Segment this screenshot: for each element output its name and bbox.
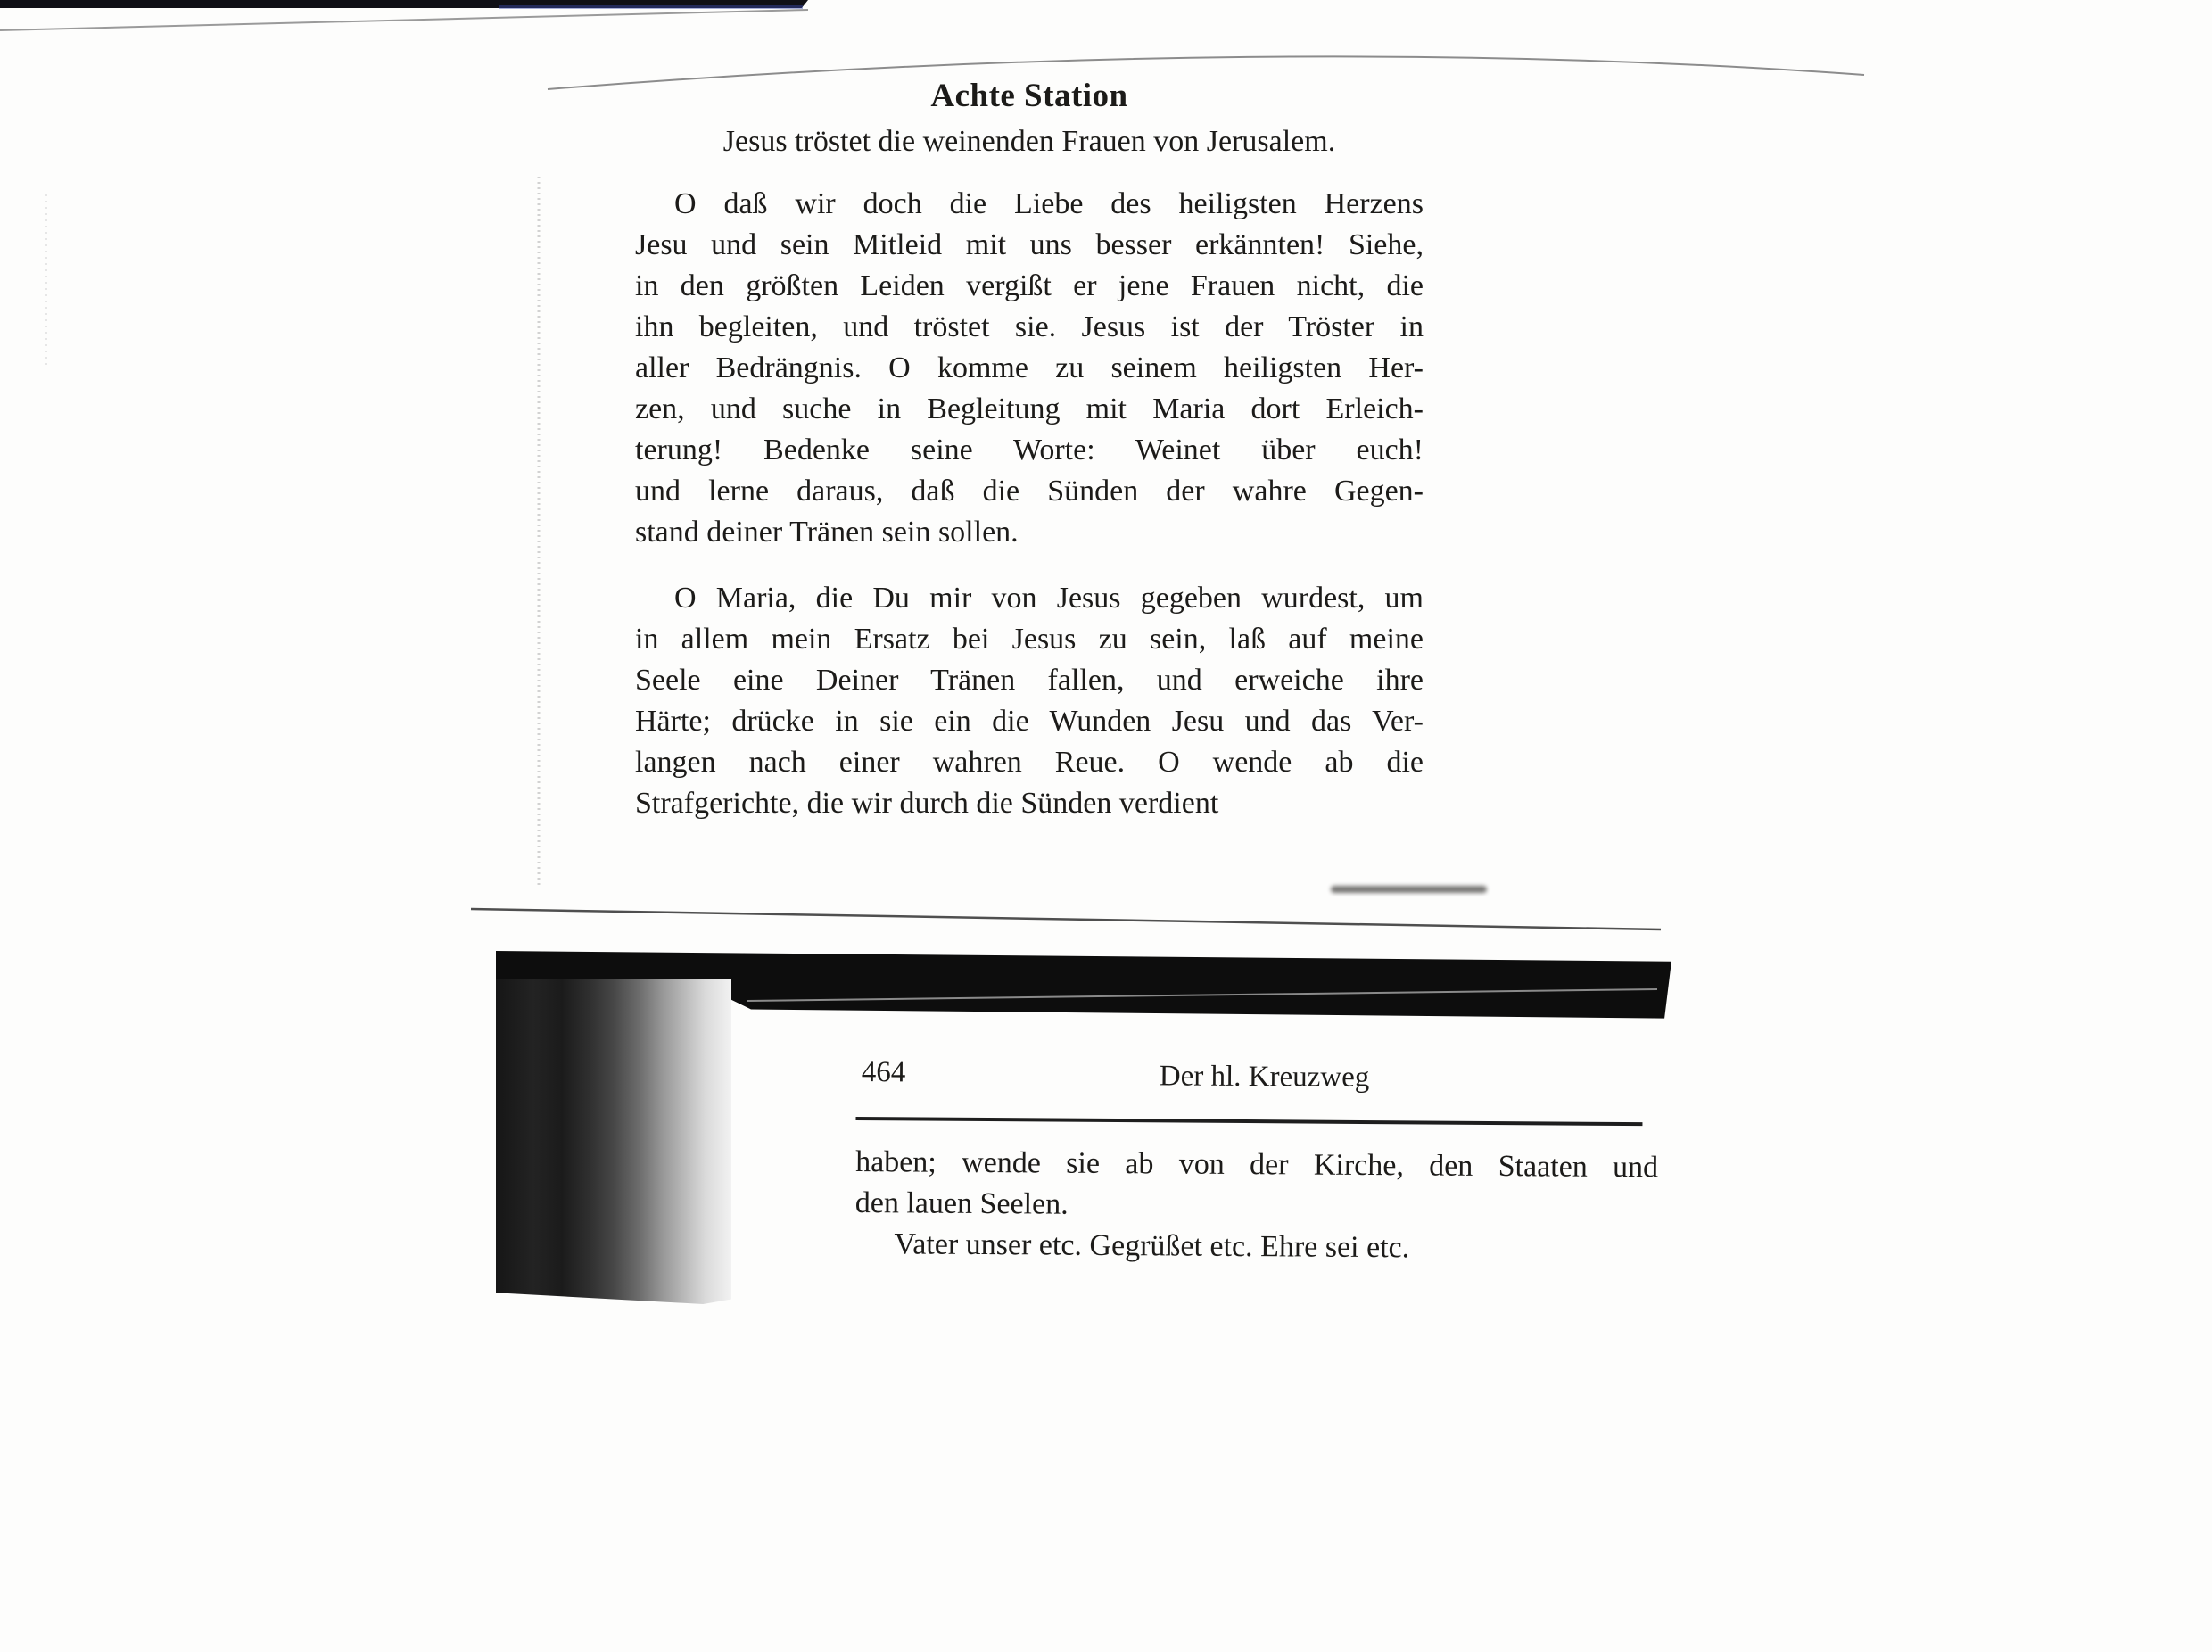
- page-heading: Achte Station: [930, 78, 1128, 114]
- paragraph-2: [635, 578, 1424, 824]
- text-line: Vater unser etc. Gegrüßet etc. Ehre sei etc.: [894, 1227, 1410, 1265]
- page-number: 464: [861, 1056, 906, 1089]
- text-line: Strafgerichte, die wir durch die Sünden verdient: [635, 787, 1219, 820]
- text-line: O Maria, die Du mir von Jesus gegeben wurdest, um: [674, 582, 1424, 615]
- running-header-title: Der hl. Kreuzweg: [1159, 1060, 1370, 1094]
- text-line: O daß wir doch die Liebe des heiligsten Herzens: [674, 187, 1424, 220]
- paragraph-1: [635, 184, 1424, 553]
- book-fore-edge-gradient: [496, 979, 731, 1304]
- text-line: langen nach einer wahren Reue. O wende ab die: [635, 746, 1424, 779]
- bottom-page-scan: [854, 1053, 1663, 1265]
- header-rule: [855, 1117, 1642, 1126]
- text-line: und lerne daraus, daß die Sünden der wahre Gegen-: [635, 475, 1424, 508]
- text-line: zen, und suche in Begleitung mit Maria dort Erleich-: [635, 392, 1424, 425]
- text-line: stand deiner Tränen sein sollen.: [635, 516, 1019, 549]
- text-line: aller Bedrängnis. O komme zu seinem heiligsten Her-: [635, 351, 1424, 384]
- ink-smudge: [1331, 886, 1487, 893]
- text-line: terung! Bedenke seine Worte: Weinet über euch!: [635, 434, 1424, 467]
- running-header: [856, 1053, 1663, 1115]
- page-subtitle: Jesus tröstet die weinenden Frauen von Jerusalem.: [722, 125, 1336, 158]
- text-line: in den größten Leiden vergißt er jene Frauen nicht, die: [635, 269, 1424, 302]
- text-line: Härte; drücke in sie ein die Wunden Jesu und das Ver-: [635, 705, 1424, 738]
- text-line: Seele eine Deiner Tränen fallen, und erweiche ihre: [635, 664, 1424, 697]
- text-line: ihn begleiten, und tröstet sie. Jesus ist der Tröster in: [635, 310, 1424, 343]
- scanner-edge-blue-tint: [499, 5, 803, 9]
- text-line: in allem mein Ersatz bei Jesus zu sein, laß auf meine: [635, 623, 1424, 656]
- text-line: Jesu und sein Mitleid mit uns besser erkännten! Siehe,: [635, 228, 1424, 261]
- text-line: haben; wende sie ab von der Kirche, den Staaten und: [855, 1144, 1659, 1185]
- text-line: den lauen Seelen.: [854, 1185, 1069, 1221]
